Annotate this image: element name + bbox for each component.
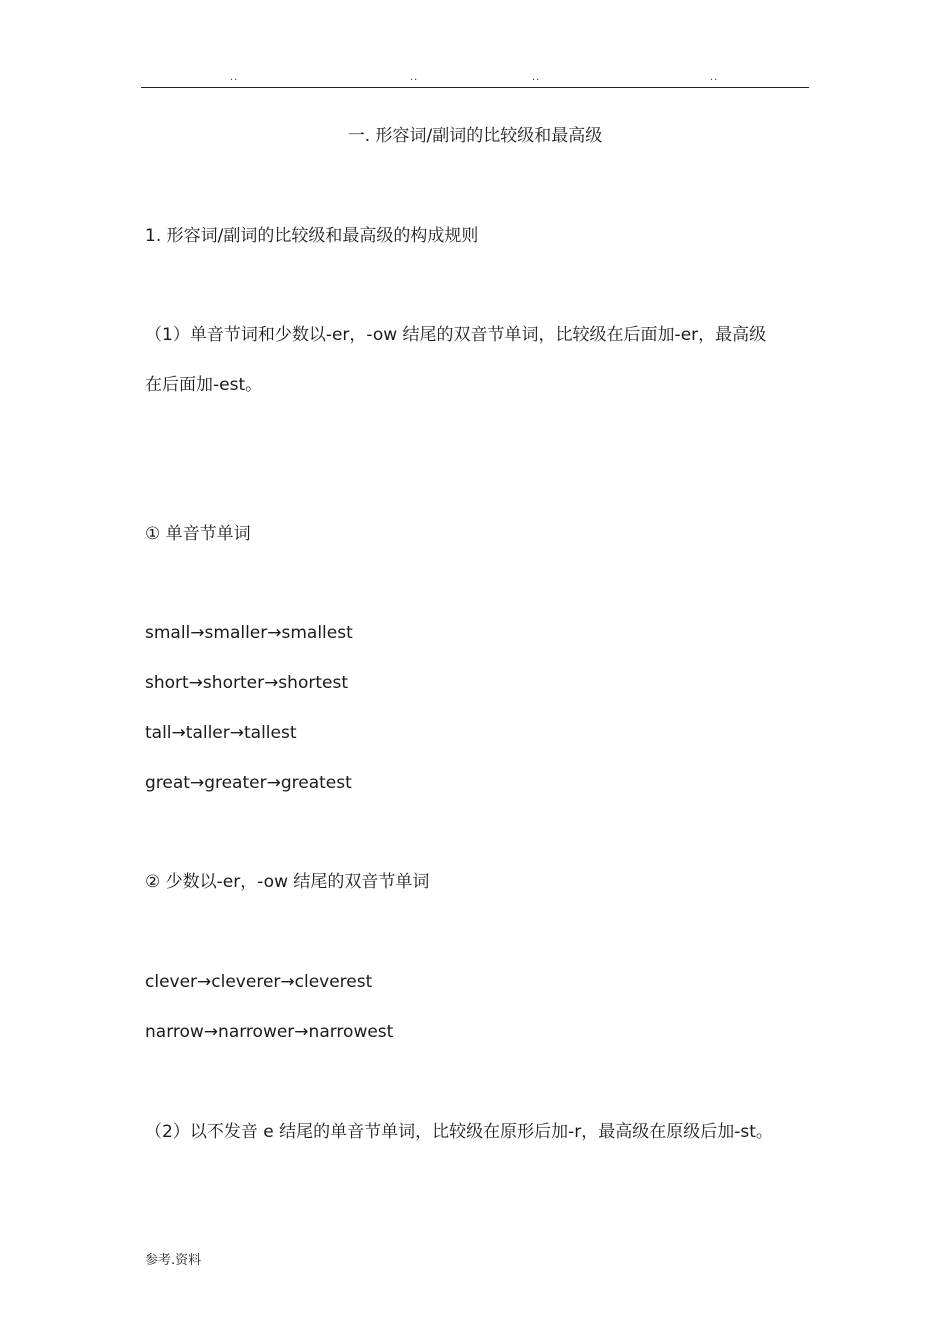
- example-line: tall→taller→tallest: [145, 723, 297, 743]
- example-line: great→greater→greatest: [145, 773, 352, 793]
- section-heading: 1. 形容词/副词的比较级和最高级的构成规则: [145, 226, 479, 246]
- document-title: 一. 形容词/副词的比较级和最高级: [347, 126, 603, 146]
- example-line: short→shorter→shortest: [145, 673, 348, 693]
- subsection2-heading: ② 少数以-er，-ow 结尾的双音节单词: [145, 872, 430, 892]
- rule2-line1: （2）以不发音 e 结尾的单音节单词，比较级在原形后加-r，最高级在原级后加-st。: [145, 1122, 773, 1142]
- header-dots-4: ..: [710, 72, 719, 83]
- header-dots-3: ..: [532, 72, 541, 83]
- example-line: clever→cleverer→cleverest: [145, 972, 373, 992]
- page-footer: 参考.资料: [145, 1253, 202, 1268]
- header-dots-1: ..: [230, 72, 239, 83]
- rule1-line2: 在后面加-est。: [145, 375, 263, 395]
- subsection1-heading: ① 单音节单词: [145, 524, 251, 544]
- example-line: narrow→narrower→narrowest: [145, 1022, 394, 1042]
- header-dots-2: ..: [410, 72, 419, 83]
- example-line: small→smaller→smallest: [145, 623, 353, 643]
- rule1-line1: （1）单音节词和少数以-er，-ow 结尾的双音节单词，比较级在后面加-er，最高级: [145, 325, 767, 345]
- header-rule: [141, 87, 809, 88]
